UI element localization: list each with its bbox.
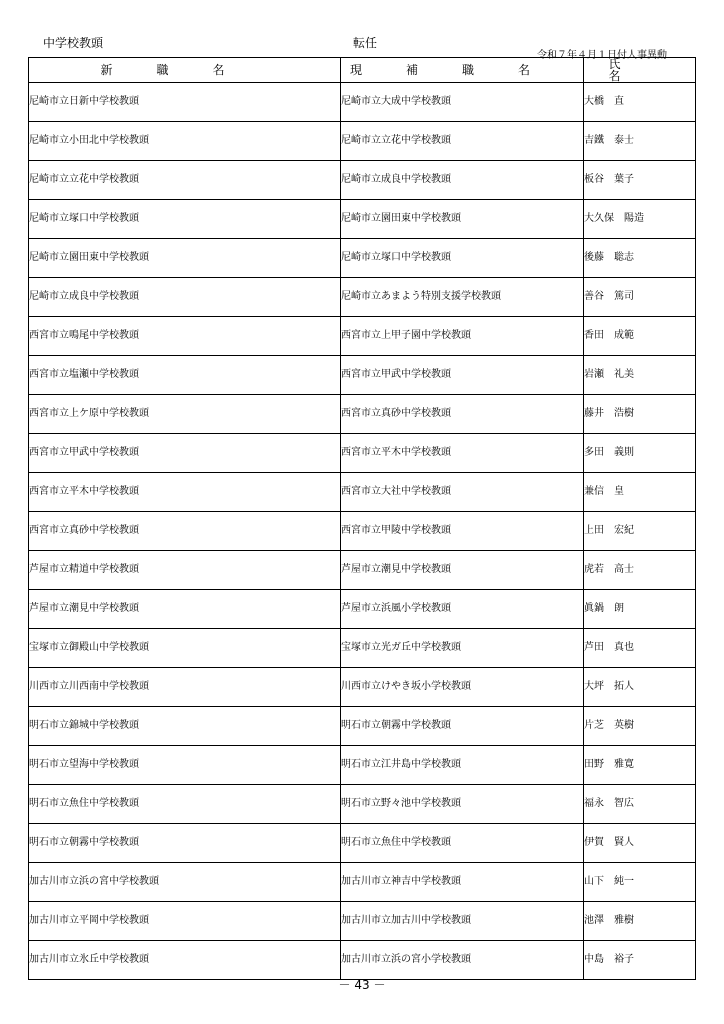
new-position-cell: 明石市立錦城中学校教頭: [29, 707, 341, 746]
current-position-cell: 西宮市立甲武中学校教頭: [341, 356, 584, 395]
name-cell: 虎若 高士: [584, 551, 696, 590]
table-row: [29, 863, 696, 902]
name-cell: 香田 成範: [584, 317, 696, 356]
table-row: [29, 629, 696, 668]
new-position-cell: 西宮市立塩瀬中学校教頭: [29, 356, 341, 395]
table-row: [29, 746, 696, 785]
current-position-cell: 宝塚市立光ガ丘中学校教頭: [341, 629, 584, 668]
table-row: [29, 395, 696, 434]
table-row: [29, 278, 696, 317]
new-position-cell: 尼崎市立小田北中学校教頭: [29, 122, 341, 161]
table-row: [29, 122, 696, 161]
table-row: [29, 512, 696, 551]
table-header-row: [29, 58, 696, 83]
personnel-table: [28, 57, 696, 980]
table-row: [29, 473, 696, 512]
table-row: [29, 239, 696, 278]
new-position-cell: 芦屋市立精道中学校教頭: [29, 551, 341, 590]
new-position-cell: 西宮市立上ケ原中学校教頭: [29, 395, 341, 434]
new-position-cell: 尼崎市立塚口中学校教頭: [29, 200, 341, 239]
new-position-cell: 西宮市立甲武中学校教頭: [29, 434, 341, 473]
name-cell: 池澤 雅樹: [584, 902, 696, 941]
effective-date: 令和７年４月１日付人事異動: [537, 50, 667, 61]
current-position-cell: 西宮市立大社中学校教頭: [341, 473, 584, 512]
new-position-cell: 川西市立川西南中学校教頭: [29, 668, 341, 707]
table-row: [29, 161, 696, 200]
current-position-cell: 加古川市立神吉中学校教頭: [341, 863, 584, 902]
personnel-change-type: 転任: [353, 36, 378, 50]
name-cell: 大坪 拓人: [584, 668, 696, 707]
table-row: [29, 317, 696, 356]
current-position-cell: 尼崎市立成良中学校教頭: [341, 161, 584, 200]
new-position-cell: 明石市立朝霧中学校教頭: [29, 824, 341, 863]
name-cell: 後藤 聡志: [584, 239, 696, 278]
current-position-cell: 川西市立けやき坂小学校教頭: [341, 668, 584, 707]
new-position-cell: 西宮市立鳴尾中学校教頭: [29, 317, 341, 356]
current-position-cell: 西宮市立上甲子園中学校教頭: [341, 317, 584, 356]
new-position-cell: 尼崎市立立花中学校教頭: [29, 161, 341, 200]
name-cell: 芦田 真也: [584, 629, 696, 668]
table-row: [29, 83, 696, 122]
name-cell: 田野 雅寛: [584, 746, 696, 785]
table-row: [29, 200, 696, 239]
table-row: [29, 434, 696, 473]
current-position-cell: 西宮市立甲陵中学校教頭: [341, 512, 584, 551]
name-cell: 板谷 葉子: [584, 161, 696, 200]
current-position-cell: 芦屋市立浜風小学校教頭: [341, 590, 584, 629]
table-row: [29, 941, 696, 980]
current-position-cell: 明石市立朝霧中学校教頭: [341, 707, 584, 746]
current-position-cell: 尼崎市立あまよう特別支援学校教頭: [341, 278, 584, 317]
name-cell: 伊賀 賢人: [584, 824, 696, 863]
document-category: 中学校教頭: [43, 36, 104, 50]
name-cell: 善谷 篤司: [584, 278, 696, 317]
name-cell: 兼信 皇: [584, 473, 696, 512]
new-position-cell: 西宮市立真砂中学校教頭: [29, 512, 341, 551]
name-cell: 福永 智広: [584, 785, 696, 824]
name-cell: 藤井 浩樹: [584, 395, 696, 434]
current-position-cell: 西宮市立真砂中学校教頭: [341, 395, 584, 434]
table-row: [29, 668, 696, 707]
current-position-cell: 尼崎市立塚口中学校教頭: [341, 239, 584, 278]
current-position-header: 現補職名: [341, 58, 584, 83]
current-position-cell: 尼崎市立立花中学校教頭: [341, 122, 584, 161]
name-cell: 眞鍋 朗: [584, 590, 696, 629]
page-number: － 43 －: [338, 978, 386, 992]
new-position-cell: 尼崎市立日新中学校教頭: [29, 83, 341, 122]
table-row: [29, 707, 696, 746]
current-position-cell: 明石市立野々池中学校教頭: [341, 785, 584, 824]
name-cell: 多田 義則: [584, 434, 696, 473]
new-position-header: 新職名: [29, 58, 341, 83]
new-position-cell: 芦屋市立潮見中学校教頭: [29, 590, 341, 629]
new-position-cell: 尼崎市立成良中学校教頭: [29, 278, 341, 317]
table-row: [29, 785, 696, 824]
name-cell: 大橋 直: [584, 83, 696, 122]
new-position-cell: 明石市立魚住中学校教頭: [29, 785, 341, 824]
current-position-cell: 芦屋市立潮見中学校教頭: [341, 551, 584, 590]
new-position-cell: 明石市立望海中学校教頭: [29, 746, 341, 785]
new-position-cell: 宝塚市立御殿山中学校教頭: [29, 629, 341, 668]
name-cell: 上田 宏紀: [584, 512, 696, 551]
current-position-cell: 西宮市立平木中学校教頭: [341, 434, 584, 473]
current-position-cell: 明石市立江井島中学校教頭: [341, 746, 584, 785]
name-cell: 山下 純一: [584, 863, 696, 902]
name-cell: 中島 裕子: [584, 941, 696, 980]
new-position-cell: 西宮市立平木中学校教頭: [29, 473, 341, 512]
name-cell: 大久保 陽造: [584, 200, 696, 239]
current-position-cell: 加古川市立加古川中学校教頭: [341, 902, 584, 941]
current-position-cell: 尼崎市立園田東中学校教頭: [341, 200, 584, 239]
current-position-cell: 加古川市立浜の宮小学校教頭: [341, 941, 584, 980]
name-cell: 片芝 英樹: [584, 707, 696, 746]
table-row: [29, 590, 696, 629]
new-position-cell: 加古川市立氷丘中学校教頭: [29, 941, 341, 980]
current-position-cell: 尼崎市立大成中学校教頭: [341, 83, 584, 122]
table-row: [29, 551, 696, 590]
new-position-cell: 加古川市立浜の宮中学校教頭: [29, 863, 341, 902]
name-cell: 岩瀬 礼美: [584, 356, 696, 395]
table-row: [29, 902, 696, 941]
table-row: [29, 824, 696, 863]
table-row: [29, 356, 696, 395]
new-position-cell: 加古川市立平岡中学校教頭: [29, 902, 341, 941]
current-position-cell: 明石市立魚住中学校教頭: [341, 824, 584, 863]
new-position-cell: 尼崎市立園田東中学校教頭: [29, 239, 341, 278]
name-cell: 吉鐵 泰士: [584, 122, 696, 161]
name-header: 氏名: [584, 58, 696, 83]
